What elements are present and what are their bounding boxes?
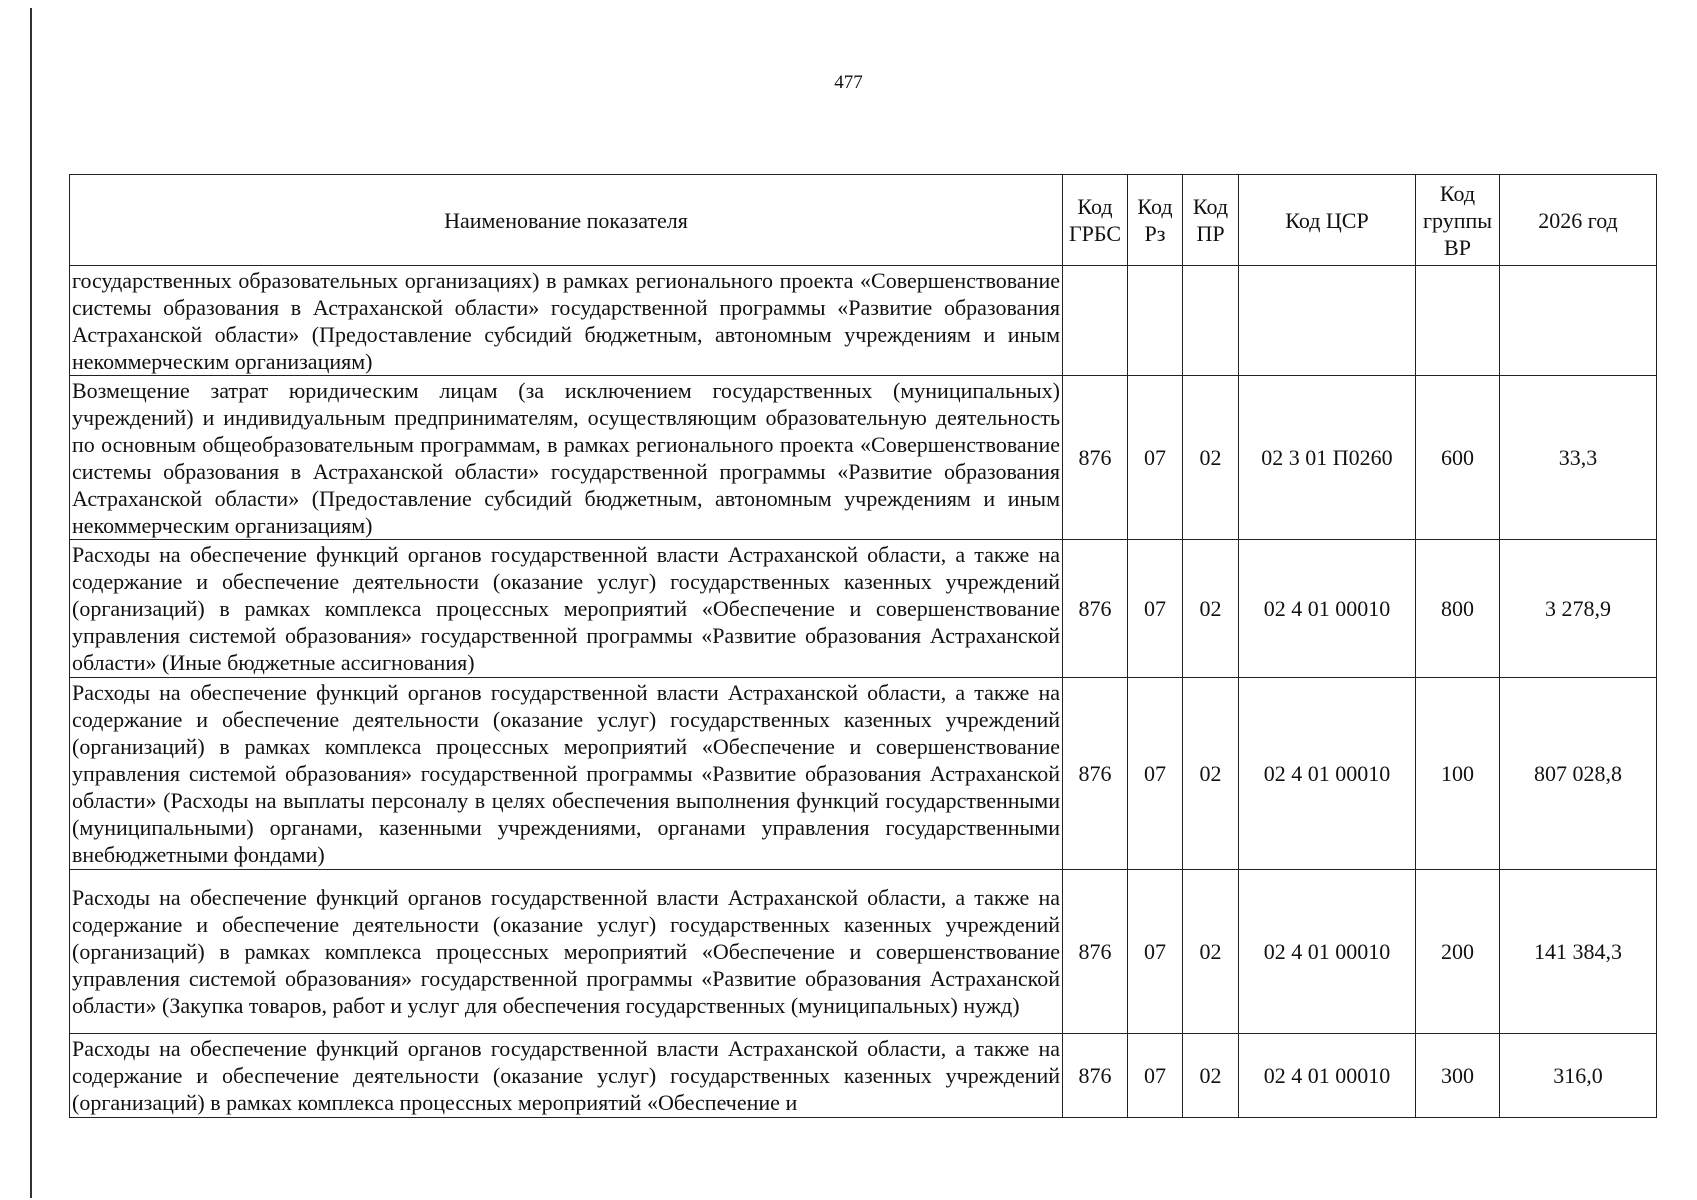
row-pr: 02 bbox=[1183, 678, 1239, 870]
row-vr: 800 bbox=[1416, 540, 1500, 678]
row-amount: 33,3 bbox=[1500, 376, 1657, 540]
header-grbs: Код ГРБС bbox=[1063, 175, 1128, 266]
row-name: Расходы на обеспечение функций органов государственной власти Астраханской области, а также на содержание и обеспечение деятельности (оказание услуг) государственных казенных учреждений (организаций) в рамках комплекса процессных мероприятий «Обеспечение и совершенствование управления системой образования» государственной программы «Развитие образования Астраханской области» (Иные бюджетные ассигнования) bbox=[70, 540, 1063, 678]
row-amount bbox=[1500, 266, 1657, 376]
row-grbs bbox=[1063, 266, 1128, 376]
row-amount: 141 384,3 bbox=[1500, 870, 1657, 1034]
row-vr bbox=[1416, 266, 1500, 376]
row-rz: 07 bbox=[1128, 678, 1183, 870]
row-vr: 100 bbox=[1416, 678, 1500, 870]
row-csr: 02 3 01 П0260 bbox=[1239, 376, 1416, 540]
row-grbs: 876 bbox=[1063, 870, 1128, 1034]
row-pr: 02 bbox=[1183, 540, 1239, 678]
page-number: 477 bbox=[834, 72, 863, 93]
row-pr: 02 bbox=[1183, 1034, 1239, 1118]
row-grbs: 876 bbox=[1063, 376, 1128, 540]
row-csr: 02 4 01 00010 bbox=[1239, 540, 1416, 678]
row-pr: 02 bbox=[1183, 870, 1239, 1034]
header-csr: Код ЦСР bbox=[1239, 175, 1416, 266]
row-vr: 600 bbox=[1416, 376, 1500, 540]
header-vr: Код группы ВР bbox=[1416, 175, 1500, 266]
row-name: Возмещение затрат юридическим лицам (за исключением государственных (муниципальных) учреждений) и индивидуальным предпринимателям, осуществляющим образовательную деятельность по основным общеобразовательным программам, в рамках регионального проекта «Совершенствование системы образования в Астраханской области» государственной программы «Развитие образования Астраханской области» (Предоставление субсидий бюджетным, автономным учреждениям и иным некоммерческим организациям) bbox=[70, 376, 1063, 540]
table-row bbox=[70, 376, 1657, 540]
row-amount: 316,0 bbox=[1500, 1034, 1657, 1118]
row-rz: 07 bbox=[1128, 540, 1183, 678]
header-rz: Код Рз bbox=[1128, 175, 1183, 266]
row-amount: 3 278,9 bbox=[1500, 540, 1657, 678]
table-header-row bbox=[70, 175, 1657, 266]
row-csr: 02 4 01 00010 bbox=[1239, 678, 1416, 870]
row-rz: 07 bbox=[1128, 376, 1183, 540]
budget-table bbox=[69, 174, 1657, 1118]
row-rz bbox=[1128, 266, 1183, 376]
row-csr: 02 4 01 00010 bbox=[1239, 870, 1416, 1034]
row-pr: 02 bbox=[1183, 376, 1239, 540]
row-grbs: 876 bbox=[1063, 678, 1128, 870]
row-grbs: 876 bbox=[1063, 1034, 1128, 1118]
table-row bbox=[70, 678, 1657, 870]
row-vr: 200 bbox=[1416, 870, 1500, 1034]
row-name: Расходы на обеспечение функций органов государственной власти Астраханской области, а также на содержание и обеспечение деятельности (оказание услуг) государственных казенных учреждений (организаций) в рамках комплекса процессных мероприятий «Обеспечение и bbox=[70, 1034, 1063, 1118]
header-year: 2026 год bbox=[1500, 175, 1657, 266]
header-pr: Код ПР bbox=[1183, 175, 1239, 266]
header-name: Наименование показателя bbox=[70, 175, 1063, 266]
row-vr: 300 bbox=[1416, 1034, 1500, 1118]
row-pr bbox=[1183, 266, 1239, 376]
row-csr bbox=[1239, 266, 1416, 376]
table-row bbox=[70, 266, 1657, 376]
table-row bbox=[70, 540, 1657, 678]
row-grbs: 876 bbox=[1063, 540, 1128, 678]
row-rz: 07 bbox=[1128, 870, 1183, 1034]
table-row bbox=[70, 1034, 1657, 1118]
row-amount: 807 028,8 bbox=[1500, 678, 1657, 870]
row-csr: 02 4 01 00010 bbox=[1239, 1034, 1416, 1118]
row-name: государственных образовательных организациях) в рамках регионального проекта «Совершенствование системы образования в Астраханской области» государственной программы «Развитие образования Астраханской области» (Предоставление субсидий бюджетным, автономным учреждениям и иным некоммерческим организациям) bbox=[70, 266, 1063, 376]
scan-edge-line bbox=[30, 8, 32, 1198]
row-rz: 07 bbox=[1128, 1034, 1183, 1118]
table-row bbox=[70, 870, 1657, 1034]
row-name: Расходы на обеспечение функций органов государственной власти Астраханской области, а также на содержание и обеспечение деятельности (оказание услуг) государственных казенных учреждений (организаций) в рамках комплекса процессных мероприятий «Обеспечение и совершенствование управления системой образования» государственной программы «Развитие образования Астраханской области» (Закупка товаров, работ и услуг для обеспечения государственных (муниципальных) нужд) bbox=[70, 870, 1063, 1034]
row-name: Расходы на обеспечение функций органов государственной власти Астраханской области, а также на содержание и обеспечение деятельности (оказание услуг) государственных казенных учреждений (организаций) в рамках комплекса процессных мероприятий «Обеспечение и совершенствование управления системой образования» государственной программы «Развитие образования Астраханской области» (Расходы на выплаты персоналу в целях обеспечения выполнения функций государственными (муниципальными) органами, казенными учреждениями, органами управления государственными внебюджетными фондами) bbox=[70, 678, 1063, 870]
